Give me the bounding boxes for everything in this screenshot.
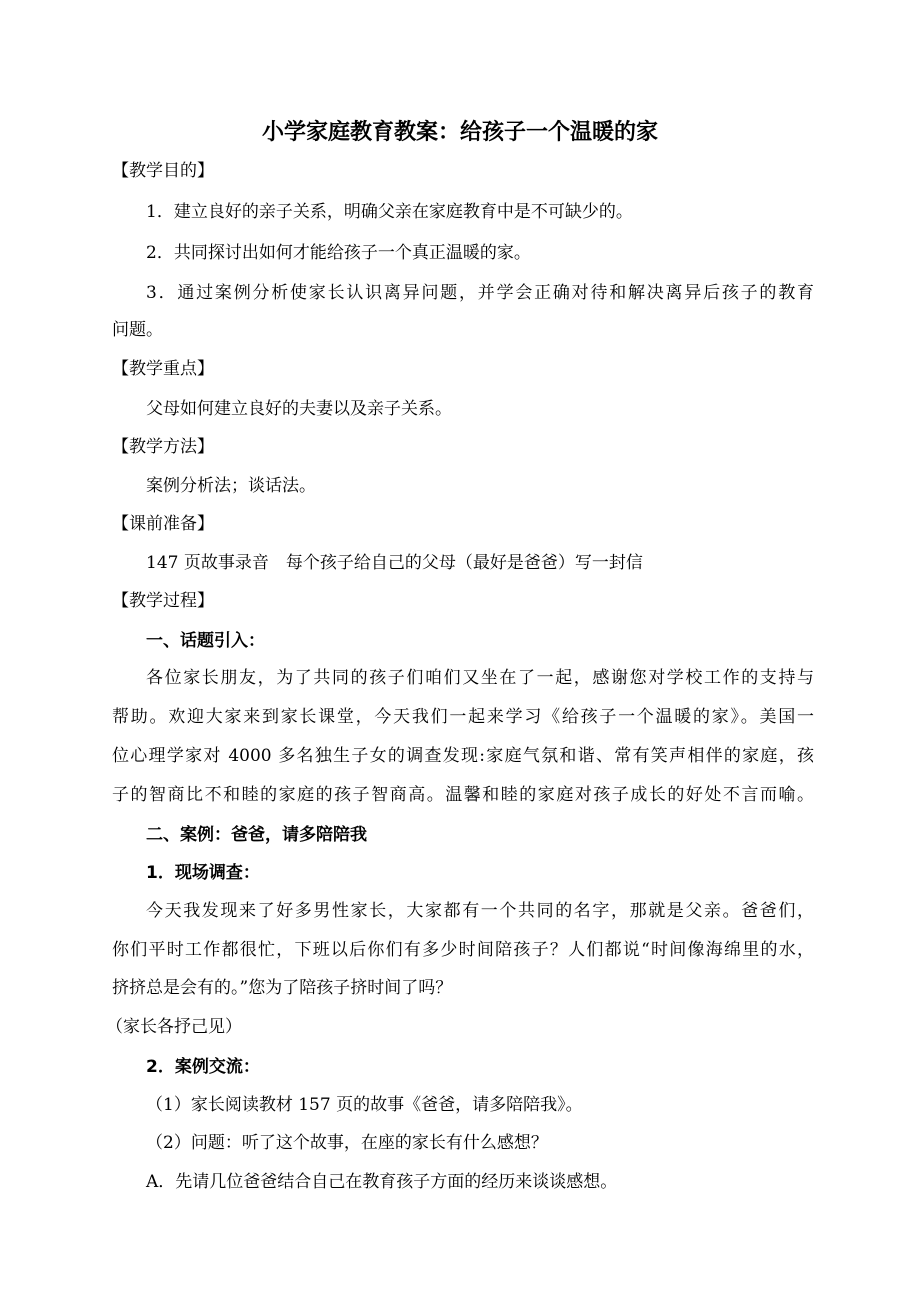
part1-paragraph-line3: 位心理学家对 4000 多名独生子女的调查发现:家庭气氛和谐、常有笑声相伴的家庭，孩	[112, 746, 814, 766]
objective-2: 2．共同探讨出如何才能给孩子一个真正温暖的家。	[146, 243, 531, 263]
sub1-paragraph-line1: 今天我发现来了好多男性家长，大家都有一个共同的名字，那就是父亲。爸爸们，	[146, 901, 814, 921]
keypoint-text: 父母如何建立良好的夫妻以及亲子关系。	[146, 399, 452, 419]
part1-paragraph-line1: 各位家长朋友，为了共同的孩子们咱们又坐在了一起，感谢您对学校工作的支持与	[146, 668, 814, 688]
objective-3-line2: 问题。	[112, 320, 163, 340]
objectives-heading: 【教学目的】	[112, 161, 214, 181]
sub2-item-2: （2）问题：听了这个故事，在座的家长有什么感想？	[146, 1133, 548, 1153]
part1-paragraph-line2: 帮助。欢迎大家来到家长课堂，今天我们一起来学习《给孩子一个温暖的家》。美国一	[112, 707, 814, 727]
prep-heading: 【课前准备】	[112, 514, 214, 534]
sub1-paragraph-line3: 挤挤总是会有的。”您为了陪孩子挤时间了吗？	[112, 978, 453, 998]
prep-text: 147 页故事录音 每个孩子给自己的父母（最好是爸爸）写一封信	[146, 553, 643, 573]
sub1-paragraph-line2: 你们平时工作都很忙，下班以后你们有多少时间陪孩子？人们都说“时间像海绵里的水，	[112, 940, 814, 960]
document-title: 小学家庭教育教案：给孩子一个温暖的家	[261, 120, 658, 145]
method-heading: 【教学方法】	[112, 437, 214, 457]
objective-3-line1: 3．通过案例分析使家长认识离异问题，并学会正确对待和解决离异后孩子的教育	[146, 283, 814, 303]
method-text: 案例分析法；谈话法。	[146, 476, 316, 496]
sub1-note: （家长各抒己见）	[106, 1017, 242, 1037]
sub2-item-a: A．先请几位爸爸结合自己在教育孩子方面的经历来谈谈感想。	[146, 1172, 618, 1192]
objective-1: 1．建立良好的亲子关系，明确父亲在家庭教育中是不可缺少的。	[146, 202, 633, 222]
sub2-item-1: （1）家长阅读教材 157 页的故事《爸爸，请多陪陪我》。	[146, 1095, 583, 1115]
sub1-heading: 1．现场调查：	[146, 863, 260, 883]
part1-paragraph-line4: 子的智商比不和睦的家庭的孩子智商高。温馨和睦的家庭对孩子成长的好处不言而喻。	[112, 785, 814, 805]
part1-heading: 一、话题引入：	[146, 631, 265, 651]
process-heading: 【教学过程】	[112, 591, 214, 611]
part2-heading: 二、案例：爸爸，请多陪陪我	[146, 825, 367, 845]
sub2-heading: 2．案例交流：	[146, 1057, 260, 1077]
keypoint-heading: 【教学重点】	[112, 359, 214, 379]
